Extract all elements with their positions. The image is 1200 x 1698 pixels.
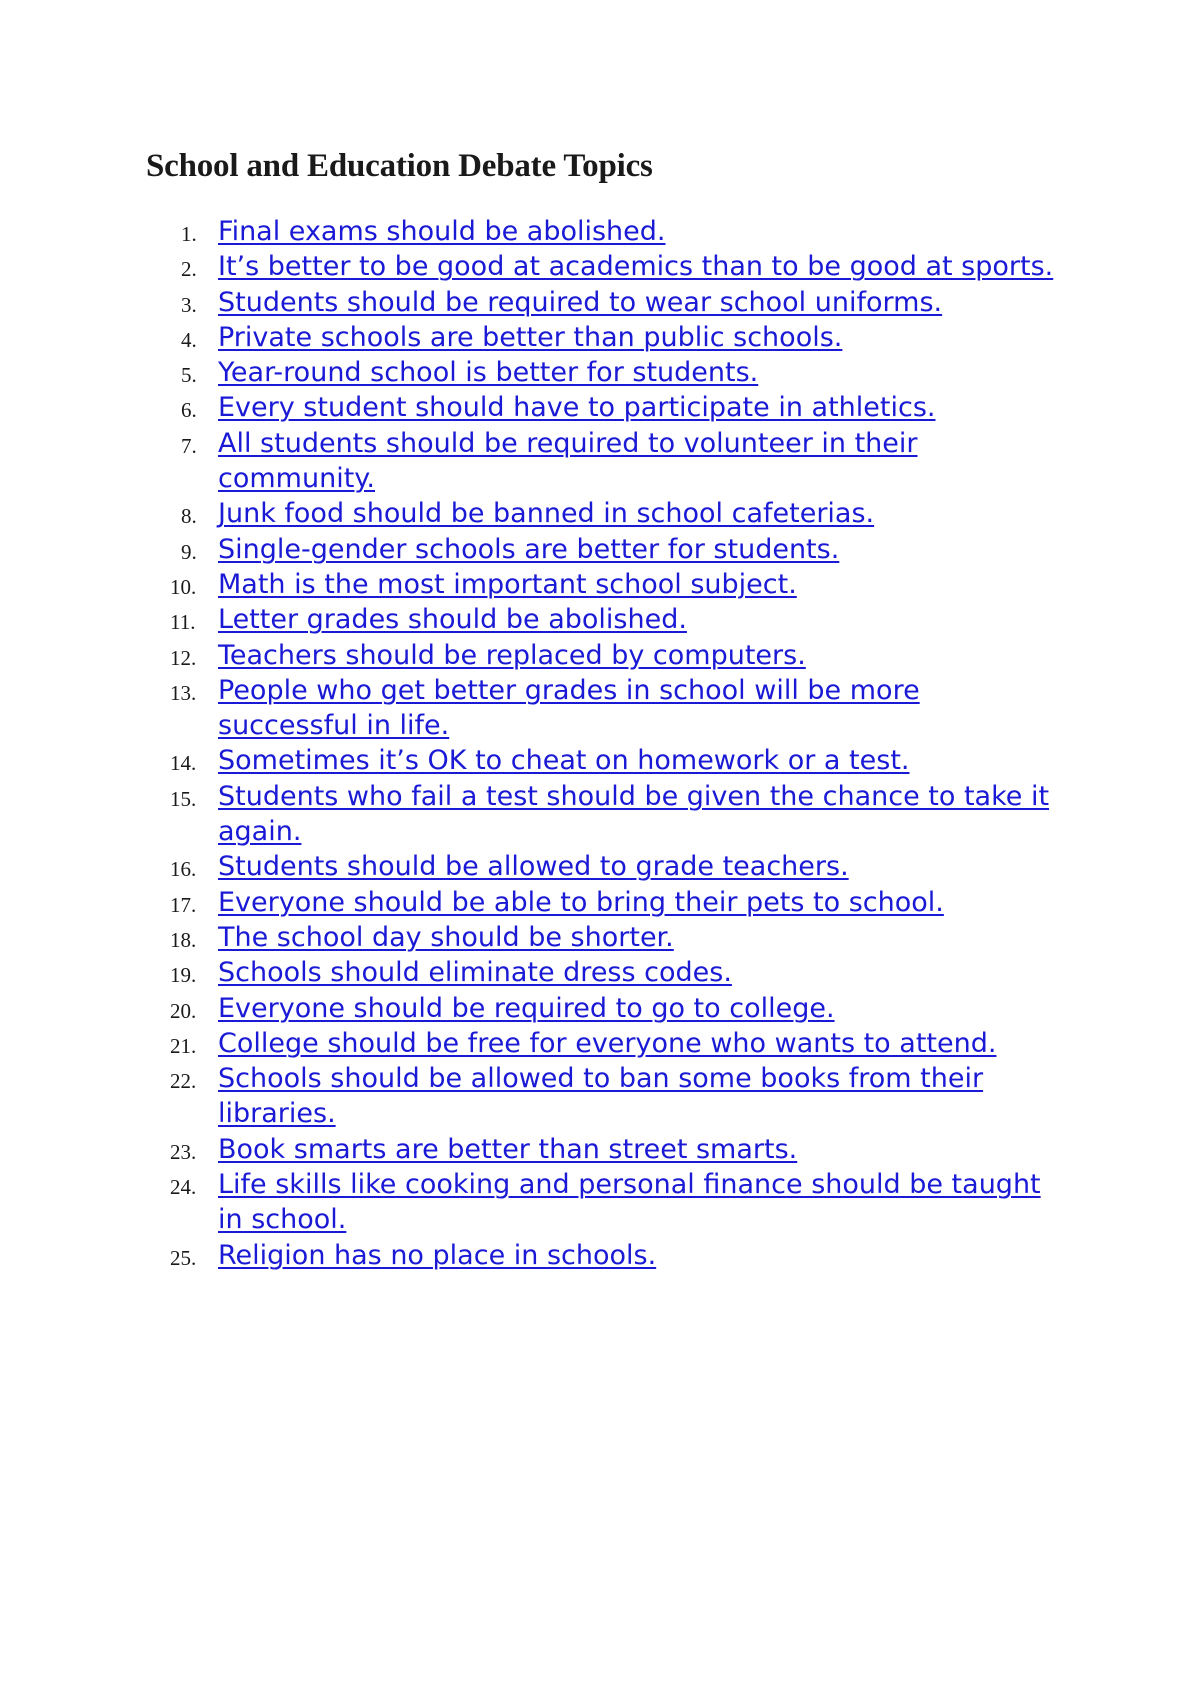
item-number: 6. (181, 398, 197, 423)
list-item (0, 1132, 1058, 1167)
item-number: 21. (170, 1033, 197, 1058)
item-number: 15. (170, 786, 197, 811)
list-item (0, 532, 1058, 567)
topic-link[interactable]: Schools should be allowed to ban some books from their libraries. (218, 1063, 984, 1130)
list-item (0, 920, 1058, 955)
item-number: 19. (170, 963, 197, 988)
item-number: 24. (170, 1175, 197, 1200)
topic-list (0, 214, 1200, 1273)
list-item (0, 1167, 1058, 1238)
topic-link[interactable]: Final exams should be abolished. (218, 216, 666, 247)
topic-link[interactable]: Single-gender schools are better for students. (218, 533, 840, 565)
list-item (0, 638, 1058, 673)
list-item (0, 355, 1058, 390)
item-number: 4. (181, 327, 197, 352)
item-number: 17. (170, 892, 197, 917)
list-item (0, 285, 1058, 320)
item-number: 13. (170, 680, 197, 705)
list-item (0, 249, 1058, 284)
item-number: 5. (181, 363, 197, 388)
topic-link[interactable]: Every student should have to participate in athletics. (218, 392, 936, 424)
page-title: School and Education Debate Topics (146, 148, 653, 184)
topic-link[interactable]: Letter grades should be abolished. (218, 604, 687, 636)
item-number: 1. (181, 222, 197, 246)
topic-link[interactable]: Students who fail a test should be given the chance to take it again. (218, 780, 1050, 848)
topic-link[interactable]: Private schools are better than public schools. (218, 321, 843, 353)
topic-link[interactable]: Students should be required to wear school uniforms. (218, 286, 943, 318)
topic-link[interactable]: Junk food should be banned in school cafeterias. (218, 498, 875, 530)
list-item (0, 743, 1058, 778)
item-number: 14. (170, 751, 197, 776)
item-number: 23. (170, 1139, 197, 1164)
item-number: 20. (170, 998, 197, 1023)
topic-link[interactable]: Sometimes it’s OK to cheat on homework or a test. (218, 745, 910, 777)
item-number: 9. (181, 539, 197, 564)
topic-link[interactable]: Religion has no place in schools. (218, 1239, 657, 1271)
list-item (0, 496, 1058, 531)
list-item (0, 673, 1058, 744)
item-number: 3. (181, 292, 197, 317)
item-number: 25. (170, 1245, 197, 1270)
topic-link[interactable]: People who get better grades in school will be more successful in life. (218, 674, 920, 742)
topic-link[interactable]: Math is the most important school subject. (218, 568, 797, 600)
list-item (0, 602, 1058, 637)
topic-link[interactable]: Schools should eliminate dress codes. (218, 957, 732, 989)
item-number: 11. (170, 610, 196, 635)
item-number: 18. (170, 927, 197, 952)
list-item (0, 426, 1058, 497)
list-item (0, 1061, 1058, 1132)
topic-link[interactable]: Book smarts are better than street smarts. (218, 1133, 798, 1165)
list-item (0, 214, 1058, 249)
topic-link[interactable]: Life skills like cooking and personal finance should be taught in school. (218, 1169, 1041, 1236)
item-number: 16. (170, 857, 197, 882)
item-number: 8. (181, 504, 197, 529)
list-item (0, 849, 1058, 884)
item-number: 22. (170, 1069, 197, 1094)
item-number: 2. (181, 257, 197, 282)
list-item (0, 779, 1058, 850)
list-item (0, 390, 1058, 425)
item-number: 12. (170, 645, 197, 670)
item-number: 7. (181, 433, 197, 458)
list-item (0, 991, 1058, 1026)
topic-link[interactable]: It’s better to be good at academics than to be good at sports. (218, 251, 1054, 283)
list-item (0, 1238, 1058, 1273)
topic-link[interactable]: The school day should be shorter. (218, 921, 674, 953)
topic-link[interactable]: College should be free for everyone who wants to attend. (218, 1027, 997, 1059)
list-item (0, 885, 1058, 920)
topic-link[interactable]: Year-round school is better for students. (218, 357, 759, 389)
topic-link[interactable]: Teachers should be replaced by computers. (218, 639, 806, 671)
topic-link[interactable]: Students should be allowed to grade teachers. (218, 851, 849, 883)
list-item (0, 1026, 1058, 1061)
list-item (0, 320, 1058, 355)
topic-link[interactable]: Everyone should be required to go to college. (218, 992, 835, 1024)
item-number: 10. (170, 574, 197, 599)
list-item (0, 567, 1058, 602)
topic-link[interactable]: All students should be required to volunteer in their community. (218, 427, 918, 495)
list-item (0, 955, 1058, 990)
topic-link[interactable]: Everyone should be able to bring their pets to school. (218, 886, 944, 918)
